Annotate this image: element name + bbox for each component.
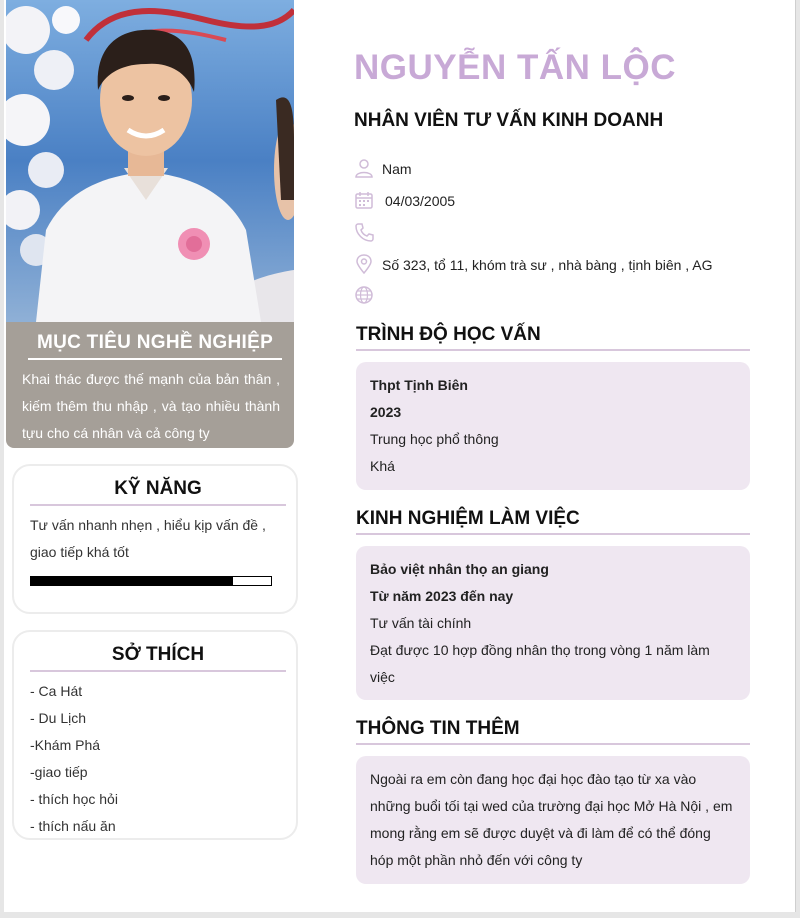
additional-info-title: THÔNG TIN THÊM: [356, 718, 750, 745]
career-goal-title: MỤC TIÊU NGHỀ NGHIỆP: [28, 332, 282, 360]
education-box: [356, 362, 750, 490]
hobby-item: - thích học hỏi: [30, 791, 118, 807]
career-goal-section: [6, 322, 294, 448]
hobbies-card: [12, 630, 298, 840]
additional-info-text: Ngoài ra em còn đang học đại học đào tạo từ xa vào những buổi tối tại wed của trường đại học Mở Hà Nội , em mong rằng em sẽ được duyệt và đi làm để có thể đóng hóp một phần nhỏ đến với công ty: [370, 771, 733, 868]
education-grade: Khá: [370, 458, 395, 474]
globe-icon: [354, 285, 374, 305]
hobby-item: - thích nấu ăn: [30, 818, 116, 834]
experience-title: KINH NGHIỆM LÀM VIỆC: [356, 508, 750, 535]
hobby-item: -giao tiếp: [30, 764, 88, 780]
additional-info-box: [356, 756, 750, 884]
profile-photo: [6, 0, 294, 322]
calendar-icon: [354, 190, 374, 210]
career-goal-text: Khai thác được thế mạnh của bản thân , kiếm thêm thu nhập , và tạo nhiều thành tựu cho cá nhân và cả công ty: [22, 371, 280, 441]
skills-title: KỸ NĂNG: [30, 478, 286, 506]
address-value: Số 323, tổ 11, khóm trà sư , nhà bàng , tịnh biên , AG: [382, 257, 713, 273]
hobby-item: - Du Lịch: [30, 710, 87, 726]
skill-level-bar: [30, 576, 272, 586]
phone-icon: [354, 222, 374, 242]
cv-page: [4, 0, 796, 912]
skills-text: Tư vấn nhanh nhẹn , hiểu kịp vấn đề , giao tiếp khá tốt: [30, 517, 266, 560]
experience-role: Tư vấn tài chính: [370, 615, 472, 631]
education-title: TRÌNH ĐỘ HỌC VẤN: [356, 324, 750, 351]
gender-value: Nam: [382, 161, 412, 177]
job-title: NHÂN VIÊN TƯ VẤN KINH DOANH: [354, 110, 664, 131]
hobbies-list: [30, 678, 282, 840]
experience-company: Bảo việt nhân thọ an giang: [370, 561, 549, 577]
location-pin-icon: [354, 254, 374, 274]
experience-period: Từ năm 2023 đến nay: [370, 588, 514, 604]
hobby-item: - Ca Hát: [30, 683, 83, 699]
birthday-value: 04/03/2005: [385, 193, 456, 209]
skills-card: [12, 464, 298, 614]
hobbies-title: SỞ THÍCH: [30, 644, 286, 672]
hobby-item: -Khám Phá: [30, 737, 101, 753]
skill-level-fill: [31, 577, 233, 585]
experience-box: [356, 546, 750, 700]
experience-achievement: Đạt được 10 hợp đồng nhân thọ trong vòng 1 năm làm việc: [370, 642, 710, 685]
candidate-name: NGUYỄN TẤN LỘC: [354, 48, 676, 87]
education-level: Trung học phổ thông: [370, 431, 499, 447]
person-icon: [354, 158, 374, 178]
education-school: Thpt Tịnh Biên: [370, 377, 468, 393]
education-year: 2023: [370, 404, 402, 420]
